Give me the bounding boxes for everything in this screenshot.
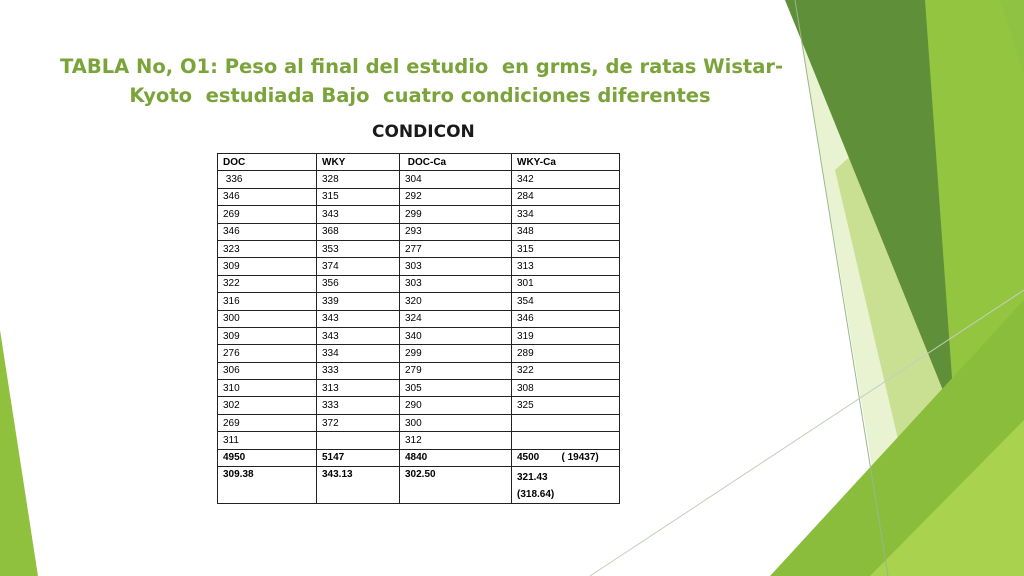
- table-row: [218, 345, 620, 362]
- table-cell: WKY: [317, 154, 400, 171]
- table-cell: 374: [317, 258, 400, 275]
- table-cell: 284: [512, 188, 620, 205]
- table-cell: 346: [512, 310, 620, 327]
- table-cell: 354: [512, 293, 620, 310]
- table-cell: 343: [317, 310, 400, 327]
- table-cell: 304: [400, 171, 512, 188]
- table-cell: 308: [512, 380, 620, 397]
- table-cell: 292: [400, 188, 512, 205]
- table-cell: 353: [317, 240, 400, 257]
- table-caption: CONDICON: [372, 122, 475, 142]
- table-cell: 269: [218, 206, 317, 223]
- table-cell: 277: [400, 240, 512, 257]
- table-cell: 336: [218, 171, 317, 188]
- table-cell: 346: [218, 223, 317, 240]
- table-cell: 340: [400, 327, 512, 344]
- table-row: [218, 362, 620, 379]
- table-cell: 343: [317, 327, 400, 344]
- table-cell: 322: [218, 275, 317, 292]
- table-cell: 333: [317, 362, 400, 379]
- table-cell: 372: [317, 414, 400, 431]
- mean-value: 321.43: [517, 472, 548, 484]
- table-cell: 319: [512, 327, 620, 344]
- table-cell: 310: [218, 380, 317, 397]
- table-row: [218, 223, 620, 240]
- table-row: [218, 258, 620, 275]
- table-cell: 320: [400, 293, 512, 310]
- table-means-row: [218, 467, 620, 504]
- table-cell: [317, 432, 400, 449]
- table-cell-mean-overall: [512, 467, 620, 504]
- table-cell: 334: [317, 345, 400, 362]
- table-cell: 5147: [317, 449, 400, 466]
- table-cell: 315: [317, 188, 400, 205]
- table-row: [218, 188, 620, 205]
- table-cell: 289: [512, 345, 620, 362]
- table-cell: 368: [317, 223, 400, 240]
- table-cell: 311: [218, 432, 317, 449]
- table-cell: 313: [512, 258, 620, 275]
- table-row: [218, 397, 620, 414]
- table-cell: 334: [512, 206, 620, 223]
- slide-title-line-2: Kyoto estudiada Bajo cuatro condiciones diferentes: [129, 84, 711, 107]
- table-cell: 324: [400, 310, 512, 327]
- slide-title: [60, 52, 784, 110]
- table-cell: 305: [400, 380, 512, 397]
- table-cell: DOC: [218, 154, 317, 171]
- data-table: [217, 153, 620, 504]
- table-cell: 323: [218, 240, 317, 257]
- table-cell: 4840: [400, 449, 512, 466]
- table-cell: 309: [218, 327, 317, 344]
- table-cell: 346: [218, 188, 317, 205]
- table-cell: 342: [512, 171, 620, 188]
- deco-left-sliver: [0, 330, 38, 576]
- slide-title-line-1: TABLA No, O1: Peso al final del estudio en grms, de ratas Wistar-: [60, 55, 784, 78]
- table-cell: 300: [218, 310, 317, 327]
- table-cell: 4950: [218, 449, 317, 466]
- table-cell: 309.38: [218, 467, 317, 504]
- table-cell: 343.13: [317, 467, 400, 504]
- table-cell: 300: [400, 414, 512, 431]
- table-cell: 303: [400, 258, 512, 275]
- table-cell: 312: [400, 432, 512, 449]
- table-cell: 293: [400, 223, 512, 240]
- table-cell: 348: [512, 223, 620, 240]
- table-cell: 343: [317, 206, 400, 223]
- table-cell: 313: [317, 380, 400, 397]
- table-cell: 333: [317, 397, 400, 414]
- table-row: [218, 432, 620, 449]
- table-cell: 309: [218, 258, 317, 275]
- table-cell: 315: [512, 240, 620, 257]
- table-row: [218, 171, 620, 188]
- table-cell: 301: [512, 275, 620, 292]
- table-cell: 269: [218, 414, 317, 431]
- table-cell: DOC-Ca: [400, 154, 512, 171]
- table-row: [218, 414, 620, 431]
- table-cell: 302.50: [400, 467, 512, 504]
- table-row: [218, 206, 620, 223]
- table-cell: 316: [218, 293, 317, 310]
- table-cell: 279: [400, 362, 512, 379]
- table-totals-row: [218, 449, 620, 466]
- table-cell: WKY-Ca: [512, 154, 620, 171]
- table-cell: 302: [218, 397, 317, 414]
- table-cell: [512, 432, 620, 449]
- table-cell: 303: [400, 275, 512, 292]
- table-cell: 339: [317, 293, 400, 310]
- table-row: [218, 380, 620, 397]
- table-cell: 290: [400, 397, 512, 414]
- table-cell: 306: [218, 362, 317, 379]
- table-row: [218, 327, 620, 344]
- overall-mean-value: (318.64): [517, 489, 555, 501]
- table-cell: 276: [218, 345, 317, 362]
- table-cell: 4500 ( 19437): [512, 449, 620, 466]
- table-cell: 299: [400, 206, 512, 223]
- table-cell: 299: [400, 345, 512, 362]
- table-cell: 328: [317, 171, 400, 188]
- table-cell: 325: [512, 397, 620, 414]
- table-row: [218, 240, 620, 257]
- table-row: [218, 275, 620, 292]
- table-cell: [512, 414, 620, 431]
- table-cell: 356: [317, 275, 400, 292]
- table-cell: 322: [512, 362, 620, 379]
- table-row: [218, 310, 620, 327]
- table-header-row: [218, 154, 620, 171]
- table-row: [218, 293, 620, 310]
